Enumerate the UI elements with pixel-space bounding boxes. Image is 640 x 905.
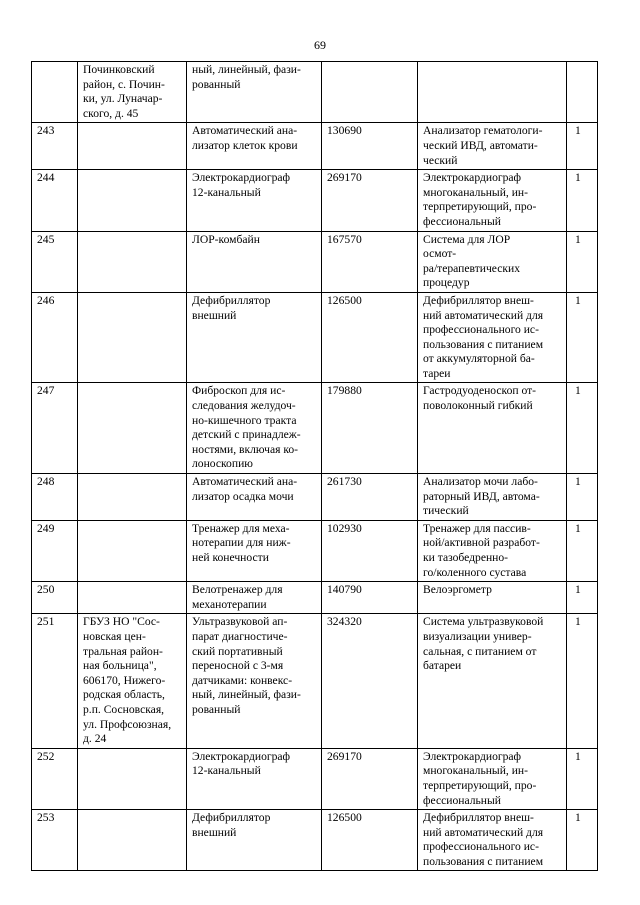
cell-text-line: Электрокардиограф: [423, 171, 522, 185]
cell-text-line: ный, линейный, фази-: [192, 688, 301, 702]
cell-text-line: Тренажер для меха-: [192, 521, 290, 535]
cell-text-line: тральная район-: [83, 644, 163, 658]
organization-cell: [78, 810, 187, 871]
code-cell: 126500: [322, 810, 418, 871]
cell-text-line: Система для ЛОР: [423, 232, 511, 246]
cell-text-line: лизатор клеток крови: [192, 138, 298, 152]
organization-cell: [78, 123, 187, 170]
organization-cell: [78, 62, 187, 123]
row-number-cell: 244: [32, 170, 78, 231]
equipment-name-cell: [187, 170, 322, 231]
code-cell: 140790: [322, 582, 418, 614]
cell-text-line: тареи: [423, 366, 451, 380]
table-row: [32, 170, 598, 231]
code-cell: [322, 62, 418, 123]
cell-text-line: лоноскопию: [192, 457, 253, 471]
row-number-cell: 252: [32, 748, 78, 809]
cell-text-line: Велотренажер для: [192, 583, 283, 597]
quantity-cell: 1: [567, 810, 598, 871]
organization-cell: [78, 748, 187, 809]
cell-text-line: Дефибриллятор внеш-: [423, 811, 534, 825]
equipment-type-cell: [418, 582, 567, 614]
cell-text-line: ский портативный: [192, 644, 283, 658]
equipment-name-cell: [187, 810, 322, 871]
code-cell: 102930: [322, 520, 418, 581]
cell-text-line: процедур: [423, 276, 470, 290]
cell-text-line: Автоматический ана-: [192, 475, 298, 489]
code-cell: 269170: [322, 170, 418, 231]
cell-text-line: фессиональный: [423, 214, 501, 228]
code-cell: 126500: [322, 292, 418, 383]
cell-text-line: внешний: [192, 825, 237, 839]
quantity-cell: 1: [567, 614, 598, 748]
cell-text-line: датчиками: конвекс-: [192, 673, 293, 687]
equipment-name-cell: [187, 474, 322, 521]
cell-text-line: Дефибриллятор: [192, 811, 271, 825]
quantity-cell: 1: [567, 123, 598, 170]
equipment-type-cell: [418, 614, 567, 748]
equipment-name-cell: [187, 62, 322, 123]
row-number-cell: 246: [32, 292, 78, 383]
cell-text-line: д. 24: [83, 732, 107, 746]
equipment-type-cell: [418, 383, 567, 474]
row-number-cell: 249: [32, 520, 78, 581]
quantity-cell: 1: [567, 520, 598, 581]
cell-text-line: ского, д. 45: [83, 106, 139, 120]
cell-text-line: фессиональный: [423, 793, 501, 807]
equipment-type-cell: [418, 520, 567, 581]
cell-text-line: Дефибриллятор: [192, 293, 271, 307]
quantity-cell: 1: [567, 170, 598, 231]
quantity-cell: 1: [567, 231, 598, 292]
cell-text-line: пользования с питанием: [423, 337, 544, 351]
row-number-cell: 243: [32, 123, 78, 170]
code-cell: 261730: [322, 474, 418, 521]
cell-text-line: р.п. Сосновская,: [83, 702, 165, 716]
quantity-cell: 1: [567, 582, 598, 614]
cell-text-line: родская область,: [83, 688, 165, 702]
cell-text-line: нотерапии для ниж-: [192, 536, 291, 550]
code-cell: 179880: [322, 383, 418, 474]
cell-text-line: осмот-: [423, 247, 457, 261]
cell-text-line: рованный: [192, 77, 241, 91]
cell-text-line: ГБУЗ НО "Сос-: [83, 615, 160, 629]
cell-text-line: ческий: [423, 153, 458, 167]
cell-text-line: Анализатор мочи лабо-: [423, 475, 538, 489]
cell-text-line: ЛОР-комбайн: [192, 232, 260, 246]
cell-text-line: ная больница",: [83, 659, 157, 673]
table-row: [32, 520, 598, 581]
cell-text-line: Велоэргометр: [423, 583, 492, 597]
cell-text-line: ул. Профсоюзная,: [83, 717, 172, 731]
cell-text-line: го/коленного сустава: [423, 565, 527, 579]
organization-cell: [78, 383, 187, 474]
cell-text-line: Фиброскоп для ис-: [192, 384, 286, 398]
equipment-type-cell: [418, 123, 567, 170]
cell-text-line: сальная, с питанием от: [423, 644, 537, 658]
cell-text-line: визуализации универ-: [423, 629, 532, 643]
organization-cell: [78, 614, 187, 748]
equipment-name-cell: [187, 614, 322, 748]
organization-cell: [78, 474, 187, 521]
page-number: 69: [314, 38, 326, 52]
cell-text-line: терпретирующий, про-: [423, 200, 537, 214]
code-cell: 167570: [322, 231, 418, 292]
code-cell: 324320: [322, 614, 418, 748]
cell-text-line: тический: [423, 504, 469, 518]
equipment-name-cell: [187, 383, 322, 474]
cell-text-line: батареи: [423, 659, 462, 673]
cell-text-line: механотерапии: [192, 597, 267, 611]
table-row: [32, 231, 598, 292]
organization-cell: [78, 520, 187, 581]
organization-cell: [78, 231, 187, 292]
equipment-type-cell: [418, 810, 567, 871]
table-row: [32, 292, 598, 383]
table-row: [32, 810, 598, 871]
cell-text-line: пользования с питанием: [423, 854, 544, 868]
equipment-name-cell: [187, 520, 322, 581]
organization-cell: [78, 292, 187, 383]
table-row: [32, 582, 598, 614]
cell-text-line: 12-канальный: [192, 764, 261, 778]
cell-text-line: ный, линейный, фази-: [192, 63, 301, 76]
cell-text-line: рованный: [192, 702, 241, 716]
cell-text-line: ний автоматический для: [423, 825, 544, 839]
cell-text-line: терпретирующий, про-: [423, 778, 537, 792]
cell-text-line: ческий ИВД, автомати-: [423, 138, 538, 152]
equipment-name-cell: [187, 582, 322, 614]
quantity-cell: 1: [567, 292, 598, 383]
code-cell: 269170: [322, 748, 418, 809]
cell-text-line: ностями, включая ко-: [192, 442, 299, 456]
cell-text-line: ной/активной разработ-: [423, 536, 540, 550]
equipment-type-cell: [418, 748, 567, 809]
cell-text-line: Дефибриллятор внеш-: [423, 293, 534, 307]
cell-text-line: Система ультразвуковой: [423, 615, 544, 629]
cell-text-line: переносной с 3-мя: [192, 659, 284, 673]
cell-text-line: ки, ул. Луначар-: [83, 92, 163, 106]
row-number-cell: 250: [32, 582, 78, 614]
quantity-cell: 1: [567, 748, 598, 809]
table-body: [32, 62, 598, 871]
table-row: [32, 62, 598, 123]
cell-text-line: лизатор осадка мочи: [192, 489, 294, 503]
row-number-cell: 248: [32, 474, 78, 521]
table-row: [32, 614, 598, 748]
cell-text-line: 606170, Нижего-: [83, 673, 166, 687]
table-row: [32, 474, 598, 521]
cell-text-line: Починковский: [83, 63, 155, 76]
quantity-cell: 1: [567, 383, 598, 474]
cell-text-line: детский с принадлеж-: [192, 428, 301, 442]
equipment-table: [31, 61, 598, 871]
cell-text-line: ней конечности: [192, 551, 269, 564]
equipment-type-cell: [418, 292, 567, 383]
cell-text-line: профессионального ис-: [423, 840, 539, 854]
row-number-cell: 247: [32, 383, 78, 474]
row-number-cell: 245: [32, 231, 78, 292]
cell-text-line: Электрокардиограф: [192, 749, 291, 763]
cell-text-line: парат диагностиче-: [192, 629, 288, 643]
equipment-type-cell: [418, 62, 567, 123]
cell-text-line: следования желудоч-: [192, 399, 296, 413]
cell-text-line: Гастродуоденоскоп от-: [423, 384, 537, 398]
cell-text-line: новская цен-: [83, 629, 146, 643]
equipment-name-cell: [187, 292, 322, 383]
equipment-type-cell: [418, 170, 567, 231]
cell-text-line: но-кишечного тракта: [192, 413, 297, 427]
cell-text-line: Тренажер для пассив-: [423, 521, 531, 535]
cell-text-line: Ультразвуковой ап-: [192, 615, 288, 629]
cell-text-line: многоканальный, ин-: [423, 764, 528, 778]
equipment-name-cell: [187, 231, 322, 292]
cell-text-line: Автоматический ана-: [192, 124, 298, 138]
cell-text-line: профессионального ис-: [423, 323, 539, 337]
cell-text-line: Электрокардиограф: [192, 171, 291, 185]
cell-text-line: от аккумуляторной ба-: [423, 352, 535, 366]
code-cell: 130690: [322, 123, 418, 170]
quantity-cell: [567, 62, 598, 123]
equipment-type-cell: [418, 474, 567, 521]
row-number-cell: [32, 62, 78, 123]
equipment-name-cell: [187, 748, 322, 809]
row-number-cell: 251: [32, 614, 78, 748]
equipment-name-cell: [187, 123, 322, 170]
cell-text-line: Электрокардиограф: [423, 749, 522, 763]
table-row: [32, 383, 598, 474]
cell-text-line: Анализатор гематологи-: [423, 124, 543, 138]
cell-text-line: 12-канальный: [192, 185, 261, 199]
organization-cell: [78, 170, 187, 231]
cell-text-line: ки тазобедренно-: [423, 551, 509, 564]
cell-text-line: ний автоматический для: [423, 308, 544, 322]
table-row: [32, 748, 598, 809]
organization-cell: [78, 582, 187, 614]
cell-text-line: район, с. Почин-: [83, 77, 165, 91]
row-number-cell: 253: [32, 810, 78, 871]
table-row: [32, 123, 598, 170]
cell-text-line: ра/терапевтических: [423, 261, 521, 275]
quantity-cell: 1: [567, 474, 598, 521]
cell-text-line: внешний: [192, 308, 237, 322]
cell-text-line: раторный ИВД, автома-: [423, 489, 540, 503]
cell-text-line: поволоконный гибкий: [423, 399, 533, 413]
cell-text-line: многоканальный, ин-: [423, 185, 528, 199]
equipment-type-cell: [418, 231, 567, 292]
